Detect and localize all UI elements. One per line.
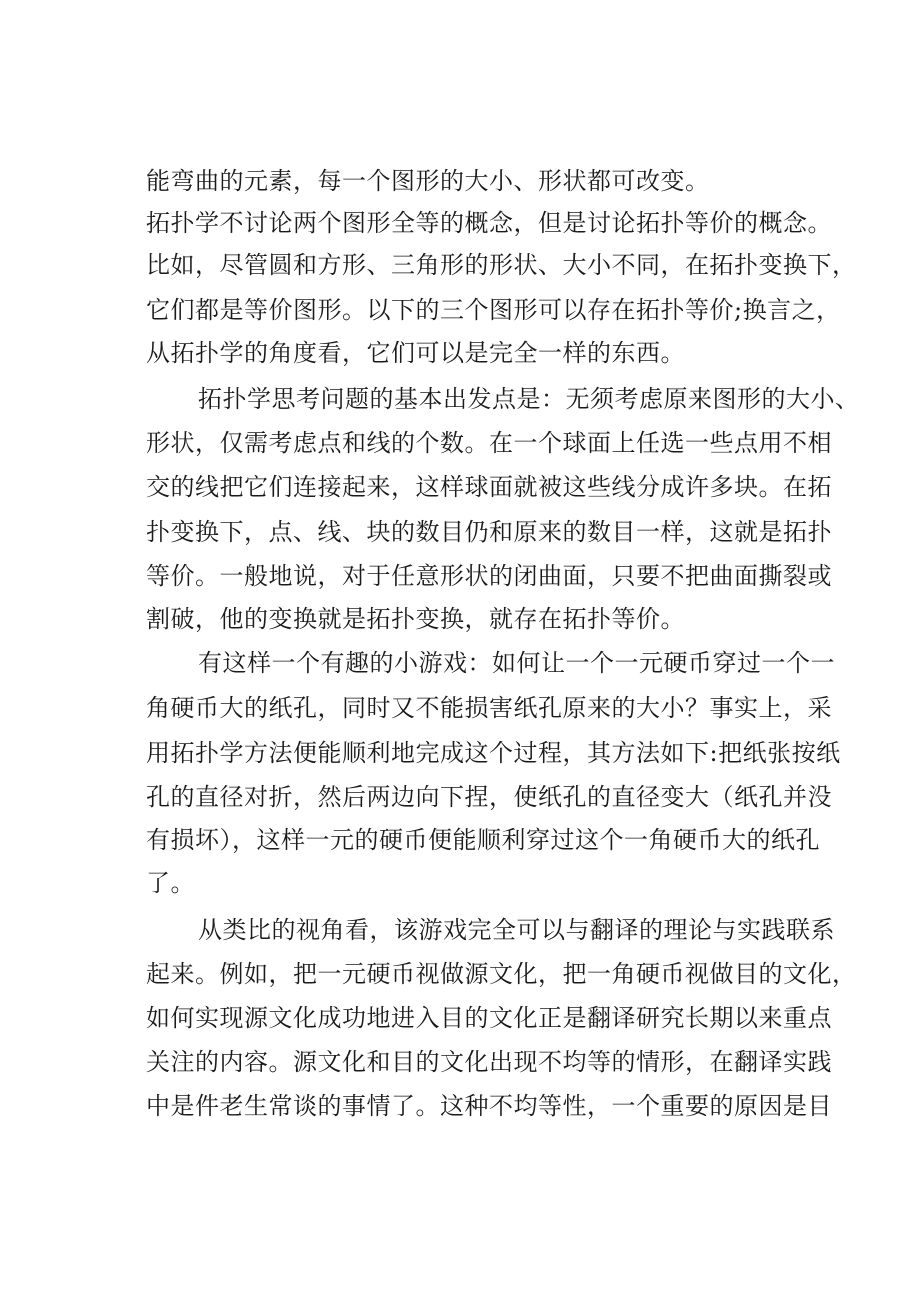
text-line-20: 如何实现源文化成功地进入目的文化正是翻译研究长期以来重点 xyxy=(146,1004,832,1032)
text-line-13: 角硬币大的纸孔，同时又不能损害纸孔原来的大小？事实上，采 xyxy=(146,694,832,722)
text-line-10: 等价。一般地说，对于任意形状的闭曲面，只要不把曲面撕裂或 xyxy=(146,562,832,590)
text-line-19: 起来。例如，把一元硬币视做源文化，把一角硬币视做目的文化， xyxy=(146,960,857,988)
text-line-9: 扑变换下，点、线、块的数目仍和原来的数目一样，这就是拓扑 xyxy=(146,518,832,546)
text-line-16: 有损坏），这样一元的硬币便能顺利穿过这个一角硬币大的纸孔 xyxy=(146,826,820,854)
text-line-2: 拓扑学不讨论两个图形全等的概念，但是讨论拓扑等价的概念。 xyxy=(146,209,832,237)
text-line-11: 割破，他的变换就是拓扑变换，就存在拓扑等价。 xyxy=(146,605,685,633)
text-line-5: 从拓扑学的角度看，它们可以是完全一样的东西。 xyxy=(146,339,685,367)
text-line-14: 用拓扑学方法便能顺利地完成这个过程，其方法如下:把纸张按纸 xyxy=(146,739,841,767)
text-line-3: 比如，尽管圆和方形、三角形的形状、大小不同，在拓扑变换下， xyxy=(146,251,857,279)
text-line-22: 中是件老生常谈的事情了。这种不均等性，一个重要的原因是目 xyxy=(146,1092,832,1120)
text-line-8: 交的线把它们连接起来，这样球面就被这些线分成许多块。在拓 xyxy=(146,473,832,501)
paragraph-3-start: 有这样一个有趣的小游戏：如何让一个一元硬币穿过一个一 xyxy=(198,649,835,677)
text-line-1: 能弯曲的元素，每一个图形的大小、形状都可改变。 xyxy=(146,167,710,195)
text-line-4: 它们都是等价图形。以下的三个图形可以存在拓扑等价;换言之， xyxy=(146,296,841,324)
paragraph-2-start: 拓扑学思考问题的基本出发点是：无须考虑原来图形的大小、 xyxy=(198,385,860,413)
paragraph-4-start: 从类比的视角看，该游戏完全可以与翻译的理论与实践联系 xyxy=(198,916,835,944)
text-line-21: 关注的内容。源文化和目的文化出现不均等的情形，在翻译实践 xyxy=(146,1048,832,1076)
text-line-7: 形状，仅需考虑点和线的个数。在一个球面上任选一些点用不相 xyxy=(146,429,832,457)
text-line-17: 了。 xyxy=(146,869,195,897)
text-line-15: 孔的直径对折，然后两边向下捏，使纸孔的直径变大（纸孔并没 xyxy=(146,783,832,811)
